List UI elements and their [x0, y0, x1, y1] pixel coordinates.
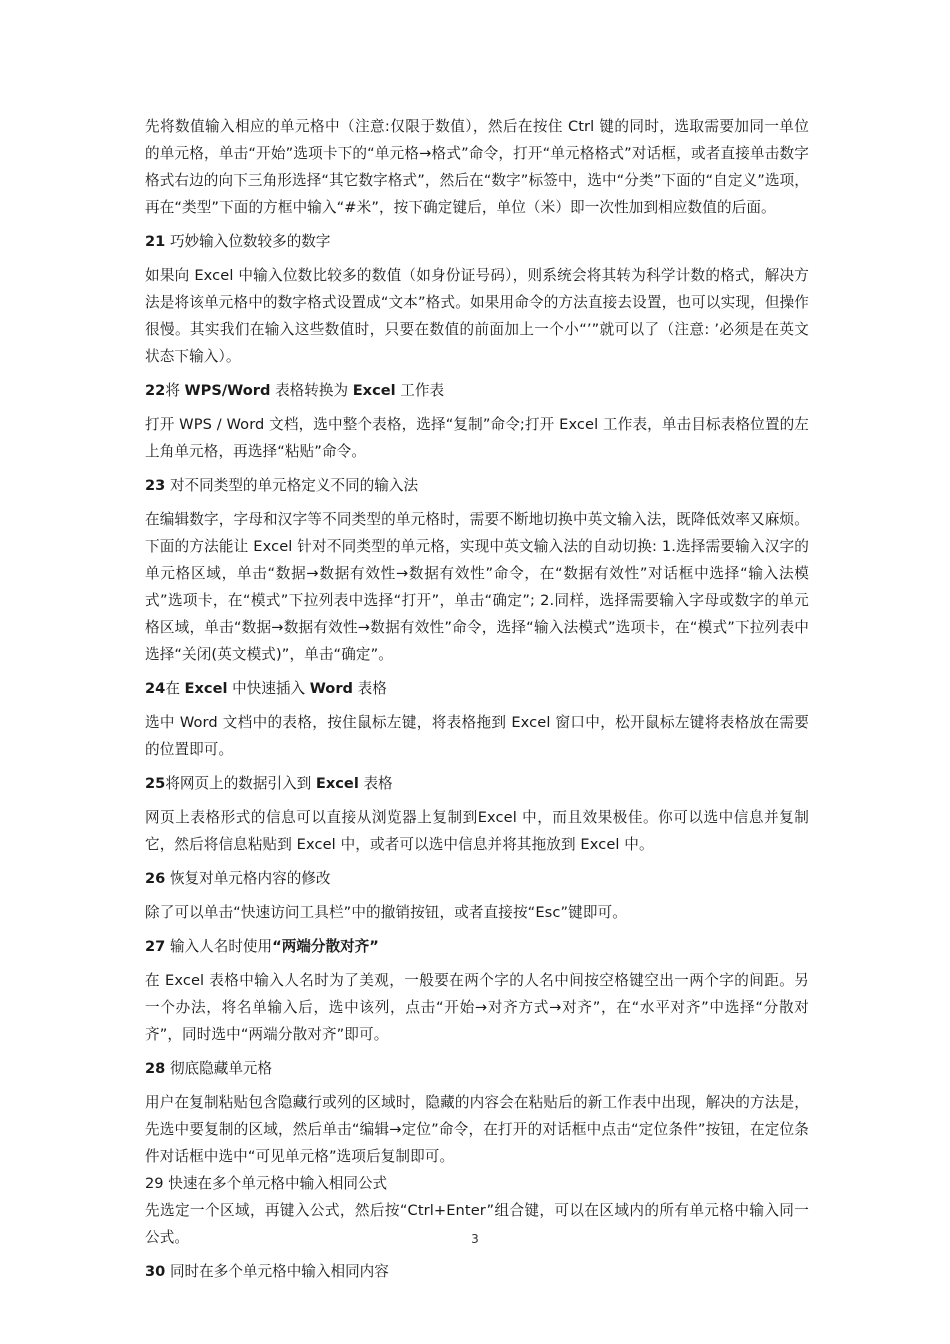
section-number: 23 [145, 477, 166, 494]
section-title-bold: “两端分散对齐” [272, 938, 379, 955]
section-number: 22 [145, 382, 166, 399]
section-heading-28 [145, 1055, 809, 1082]
paragraph-26: 除了可以单击“快速访问工具栏”中的撤销按钮，或者直接按“Esc”键即可。 [145, 904, 627, 921]
section-title: 巧妙输入位数较多的数字 [169, 233, 331, 250]
section-heading-24 [145, 675, 809, 702]
paragraph-27: 在 Excel 表格中输入人名时为了美观，一般要在两个字的人名中间按空格键空出一两个字的间距。另一个办法，将名单输入后，选中该列，点击“开始→对齐方式→对齐”，在“水平对齐”中选择“分散对齐”，同时选中“两端分散对齐”即可。 [145, 972, 809, 1043]
section-number: 30 [145, 1263, 166, 1280]
section-title-bold: WPS/Word [184, 382, 271, 399]
section-number: 25 [145, 775, 166, 792]
paragraph-21: 如果向 Excel 中输入位数比较多的数值（如身份证号码），则系统会将其转为科学计数的格式，解决方法是将该单元格中的数字格式设置成“文本”格式。如果用命令的方法直接去设置，也可以实现，但操作很慢。其实我们在输入这些数值时，只要在数值的前面加上一个小“’”就可以了（注意: ’必须是在英文状态下输入）。 [145, 267, 809, 365]
paragraph-22: 打开 WPS / Word 文档，选中整个表格，选择“复制”命令;打开 Excel 工作表，单击目标表格位置的左上角单元格，再选择“粘贴”命令。 [145, 416, 809, 460]
section-title-bold: Word [309, 680, 353, 697]
paragraph-intro-tail: 先将数值输入相应的单元格中（注意:仅限于数值），然后在按住 Ctrl 键的同时，选取需要加同一单位的单元格，单击“开始”选项卡下的“单元格→格式”命令，打开“单元格格式”对话框，或者直接单击数字格式右边的向下三角形选择“其它数字格式”，然后在“数字”标签中，选中“分类”下面的“自定义”选项，再在“类型”下面的方框中输入“#米”，按下确定键后，单位（米）即一次性加到相应数值的后面。 [145, 118, 809, 216]
section-title-part: 工作表 [395, 382, 445, 399]
section-title-part: 将 [165, 382, 185, 399]
section-title-part: 将网页上的数据引入到 [165, 775, 316, 792]
section-title: 对不同类型的单元格定义不同的输入法 [169, 477, 419, 494]
section-heading-30 [145, 1258, 809, 1285]
section-number: 29 [145, 1175, 164, 1192]
section-number: 24 [145, 680, 166, 697]
section-title: 同时在多个单元格中输入相同内容 [169, 1263, 389, 1280]
section-heading-29 [145, 1170, 809, 1197]
section-title-part: 表格转换为 [270, 382, 353, 399]
page-number: 3 [471, 1232, 479, 1246]
section-number: 21 [145, 233, 166, 250]
section-number: 26 [145, 870, 166, 887]
section-title: 恢复对单元格内容的修改 [169, 870, 331, 887]
section-heading-26 [145, 865, 809, 892]
section-heading-22 [145, 377, 809, 404]
section-title-bold: Excel [352, 382, 396, 399]
section-title-part: 表格 [352, 680, 387, 697]
section-heading-25 [145, 770, 809, 797]
section-title-part: 输入人名时使用 [165, 938, 273, 955]
paragraph-25: 网页上表格形式的信息可以直接从浏览器上复制到Excel 中，而且效果极佳。你可以选中信息并复制它，然后将信息粘贴到 Excel 中，或者可以选中信息并将其拖放到 Excel 中。 [145, 809, 809, 853]
section-title: 彻底隐藏单元格 [169, 1060, 273, 1077]
paragraph-29: 先选定一个区域，再键入公式，然后按“Ctrl+Enter”组合键，可以在区域内的所有单元格中输入同一公式。 [145, 1202, 809, 1246]
paragraph-28: 用户在复制粘贴包含隐藏行或列的区域时，隐藏的内容会在粘贴后的新工作表中出现，解决的方法是，先选中要复制的区域，然后单击“编辑→定位”命令，在打开的对话框中点击“定位条件”按钮，在定位条件对话框中选中“可见单元格”选项后复制即可。 [145, 1094, 809, 1165]
section-number: 28 [145, 1060, 166, 1077]
document-page [145, 113, 809, 1292]
section-heading-21 [145, 228, 809, 255]
section-number: 27 [145, 938, 166, 955]
section-title-part: 在 [165, 680, 185, 697]
section-heading-27 [145, 933, 809, 960]
section-title: 快速在多个单元格中输入相同公式 [168, 1175, 388, 1192]
section-title-bold: Excel [315, 775, 359, 792]
section-title-part: 中快速插入 [227, 680, 310, 697]
section-title-bold: Excel [184, 680, 228, 697]
paragraph-24: 选中 Word 文档中的表格，按住鼠标左键，将表格拖到 Excel 窗口中，松开鼠标左键将表格放在需要的位置即可。 [145, 714, 809, 758]
paragraph-23: 在编辑数字，字母和汉字等不同类型的单元格时，需要不断地切换中英文输入法，既降低效率又麻烦。下面的方法能让 Excel 针对不同类型的单元格，实现中英文输入法的自动切换: 1.选择需要输入汉字的单元格区域，单击“数据→数据有效性→数据有效性”命令，在“数据有效性”对话框中选择“输入法模式”选项卡，在“模式”下拉列表中选择“打开”，单击“确定”; 2.同样，选择需要输入字母或数字的单元格区域，单击“数据→数据有效性→数据有效性”命令，选择“输入法模式”选项卡，在“模式”下拉列表中选择“关闭(英文模式)”，单击“确定”。 [145, 511, 809, 663]
section-title-part: 表格 [358, 775, 393, 792]
section-heading-23 [145, 472, 809, 499]
